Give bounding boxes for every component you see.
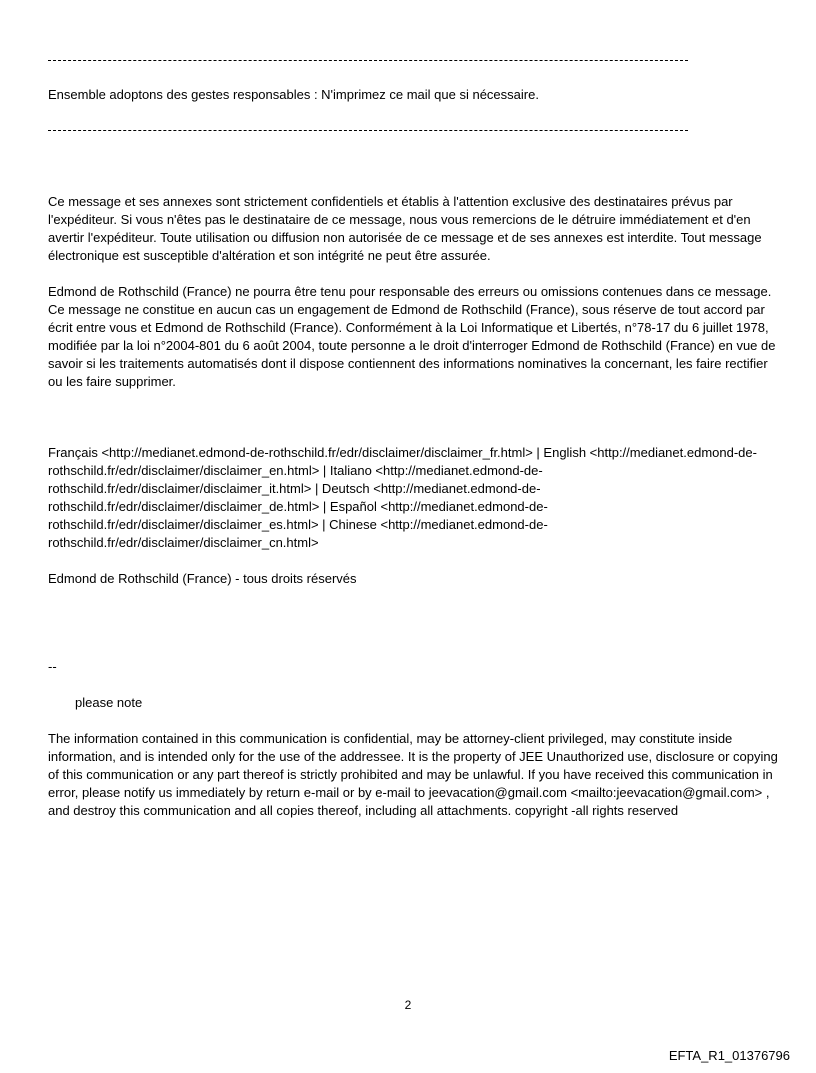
page-number: 2 <box>404 998 412 1012</box>
disclaimer-language-links[interactable]: Français <http://medianet.edmond-de-rothschild.fr/edr/disclaimer/disclaimer_fr.html> | English <http://medianet.edmond-de-rothschild.fr/edr/disclaimer/disclaimer_en.html> | Italiano <http://medianet.edmond-de-rothschild.fr/edr/disclaimer/disclaimer_it.html> | Deutsch <http://medianet.edmond-de-rothschild.fr/edr/disclaimer/disclaimer_de.html> | Español <http://medianet.edmond-de-rothschild.fr/edr/disclaimer/disclaimer_es.html> | Chinese <http://medianet.edmond-de-rothschild.fr/edr/disclaimer/disclaimer_cn.html> <box>48 445 757 550</box>
separator-top <box>48 60 688 61</box>
signature-dash: -- <box>48 659 57 674</box>
separator-bottom <box>48 130 688 131</box>
please-note-heading: please note <box>75 695 143 710</box>
bates-number: EFTA_R1_01376796 <box>668 1048 790 1063</box>
confidentiality-paragraph-fr: Ce message et ses annexes sont strictement confidentiels et établis à l'attention exclusive des destinataires prévus par l'expéditeur. Si vous n'êtes pas le destinataire de ce message, nous vous remercions de le détruire immédiatement et d'en avertir l'expéditeur. Toute utilisation ou diffusion non autorisée de ce message et de ses annexes est interdite. Tout message électronique est susceptible d'altération et son intégrité ne peut être assurée. <box>48 194 762 263</box>
eco-note: Ensemble adoptons des gestes responsables : N'imprimez ce mail que si nécessaire. <box>48 87 539 102</box>
copyright-fr: Edmond de Rothschild (France) - tous droits réservés <box>48 571 357 586</box>
jee-confidentiality-notice: The information contained in this communication is confidential, may be attorney-client privileged, may constitute inside information, and is intended only for the use of the addressee. It is the property of JEE Unauthorized use, disclosure or copying of this communication or any part thereof is strictly prohibited and may be unlawful. If you have received this communication in error, please notify us immediately by return e-mail or by e-mail to jeevacation@gmail.com <mailto:jeevacation@gmail.com> , and destroy this communication and all copies thereof, including all attachments. copyright -all rights reserved <box>48 731 778 818</box>
liability-paragraph-fr: Edmond de Rothschild (France) ne pourra être tenu pour responsable des erreurs ou omissions contenues dans ce message. Ce message ne constitue en aucun cas un engagement de Edmond de Rothschild (France), sous réserve de tout accord par écrit entre vous et Edmond de Rothschild (France). Conformément à la Loi Informatique et Libertés, n°78-17 du 6 juillet 1978, modifiée par la loi n°2004-801 du 6 août 2004, toute personne a le droit d'interroger Edmond de Rothschild (France) en vue de savoir si les traitements automatisés dont il dispose contiennent des informations nominatives la concernant, les faire rectifier ou les faire supprimer. <box>48 284 776 389</box>
